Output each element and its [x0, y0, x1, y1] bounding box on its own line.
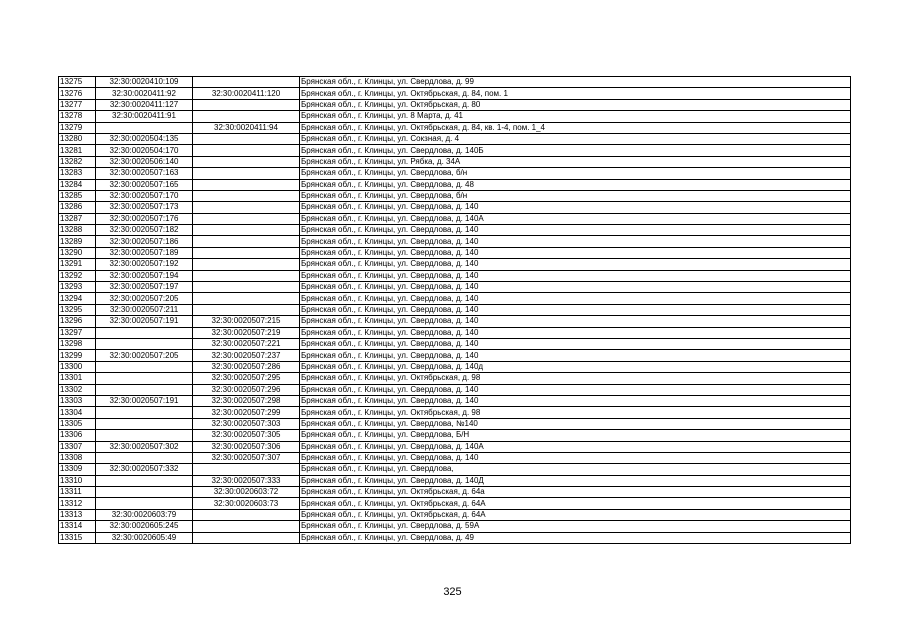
- registry-table-body: [59, 77, 851, 544]
- address-cell: Брянская обл., г. Клинцы, ул. Свердлова, Б/Н: [300, 430, 851, 441]
- page-number: 325: [443, 586, 462, 598]
- cadastral-number-cell: 32:30:0020507:211: [96, 304, 193, 315]
- cadastral-number-cell: 32:30:0020507:176: [96, 213, 193, 224]
- address-cell: Брянская обл., г. Клинцы, ул. Свердлова, д. 140А: [300, 213, 851, 224]
- related-cadastral-number-cell: 32:30:0020507:237: [193, 350, 300, 361]
- row-number-cell: 13284: [59, 179, 96, 190]
- address-cell: Брянская обл., г. Клинцы, ул. Свердлова, б/н: [300, 168, 851, 179]
- row-number-cell: 13288: [59, 225, 96, 236]
- cadastral-number-cell: 32:30:0020411:92: [96, 88, 193, 99]
- related-cadastral-number-cell: [193, 521, 300, 532]
- related-cadastral-number-cell: 32:30:0020603:73: [193, 498, 300, 509]
- row-number-cell: 13281: [59, 145, 96, 156]
- related-cadastral-number-cell: 32:30:0020507:305: [193, 430, 300, 441]
- table-row: [59, 395, 851, 406]
- cadastral-number-cell: [96, 327, 193, 338]
- row-number-cell: 13279: [59, 122, 96, 133]
- cadastral-number-cell: 32:30:0020504:135: [96, 133, 193, 144]
- related-cadastral-number-cell: [193, 236, 300, 247]
- table-row: [59, 384, 851, 395]
- row-number-cell: 13308: [59, 452, 96, 463]
- address-cell: Брянская обл., г. Клинцы, ул. Свердлова, д. 140: [300, 316, 851, 327]
- related-cadastral-number-cell: [193, 156, 300, 167]
- cadastral-number-cell: 32:30:0020507:173: [96, 202, 193, 213]
- address-cell: Брянская обл., г. Клинцы, ул. Свердлова, д. 48: [300, 179, 851, 190]
- related-cadastral-number-cell: 32:30:0020507:221: [193, 338, 300, 349]
- row-number-cell: 13283: [59, 168, 96, 179]
- cadastral-number-cell: 32:30:0020411:91: [96, 111, 193, 122]
- table-row: [59, 487, 851, 498]
- row-number-cell: 13304: [59, 407, 96, 418]
- address-cell: Брянская обл., г. Клинцы, ул. Свердлова, №140: [300, 418, 851, 429]
- cadastral-number-cell: 32:30:0020507:163: [96, 168, 193, 179]
- related-cadastral-number-cell: 32:30:0020603:72: [193, 487, 300, 498]
- table-row: [59, 521, 851, 532]
- row-number-cell: 13301: [59, 373, 96, 384]
- row-number-cell: 13298: [59, 338, 96, 349]
- cadastral-number-cell: 32:30:0020410:109: [96, 77, 193, 88]
- row-number-cell: 13299: [59, 350, 96, 361]
- related-cadastral-number-cell: 32:30:0020507:215: [193, 316, 300, 327]
- table-row: [59, 304, 851, 315]
- related-cadastral-number-cell: [193, 304, 300, 315]
- table-row: [59, 464, 851, 475]
- row-number-cell: 13285: [59, 190, 96, 201]
- table-row: [59, 213, 851, 224]
- address-cell: Брянская обл., г. Клинцы, ул. Октябрьская, д. 84, кв. 1-4, пом. 1_4: [300, 122, 851, 133]
- table-row: [59, 293, 851, 304]
- property-registry-table: [58, 76, 851, 544]
- related-cadastral-number-cell: [193, 247, 300, 258]
- address-cell: Брянская обл., г. Клинцы, ул. Свердлова, д. 59А: [300, 521, 851, 532]
- row-number-cell: 13280: [59, 133, 96, 144]
- table-row: [59, 407, 851, 418]
- related-cadastral-number-cell: [193, 133, 300, 144]
- cadastral-number-cell: [96, 452, 193, 463]
- row-number-cell: 13300: [59, 361, 96, 372]
- address-cell: Брянская обл., г. Клинцы, ул. Свердлова, д. 140: [300, 270, 851, 281]
- table-row: [59, 247, 851, 258]
- row-number-cell: 13313: [59, 509, 96, 520]
- cadastral-number-cell: 32:30:0020507:191: [96, 395, 193, 406]
- table-row: [59, 475, 851, 486]
- related-cadastral-number-cell: [193, 168, 300, 179]
- address-cell: Брянская обл., г. Клинцы, ул. Свердлова, д. 140: [300, 395, 851, 406]
- related-cadastral-number-cell: [193, 213, 300, 224]
- row-number-cell: 13297: [59, 327, 96, 338]
- table-row: [59, 418, 851, 429]
- address-cell: Брянская обл., г. Клинцы, ул. Свердлова, д. 140: [300, 452, 851, 463]
- row-number-cell: 13291: [59, 259, 96, 270]
- table-row: [59, 498, 851, 509]
- related-cadastral-number-cell: 32:30:0020411:120: [193, 88, 300, 99]
- table-row: [59, 88, 851, 99]
- address-cell: Брянская обл., г. Клинцы, ул. 8 Марта, д. 41: [300, 111, 851, 122]
- related-cadastral-number-cell: [193, 145, 300, 156]
- row-number-cell: 13276: [59, 88, 96, 99]
- cadastral-number-cell: [96, 418, 193, 429]
- cadastral-number-cell: 32:30:0020504:170: [96, 145, 193, 156]
- table-row: [59, 133, 851, 144]
- cadastral-number-cell: 32:30:0020507:189: [96, 247, 193, 258]
- table-row: [59, 509, 851, 520]
- related-cadastral-number-cell: [193, 77, 300, 88]
- table-row: [59, 373, 851, 384]
- cadastral-number-cell: 32:30:0020411:127: [96, 99, 193, 110]
- related-cadastral-number-cell: [193, 464, 300, 475]
- row-number-cell: 13307: [59, 441, 96, 452]
- cadastral-number-cell: 32:30:0020506:140: [96, 156, 193, 167]
- cadastral-number-cell: [96, 430, 193, 441]
- address-cell: Брянская обл., г. Клинцы, ул. Сокзная, д. 4: [300, 133, 851, 144]
- address-cell: Брянская обл., г. Клинцы, ул. Свердлова, д. 140Д: [300, 475, 851, 486]
- table-row: [59, 441, 851, 452]
- related-cadastral-number-cell: [193, 282, 300, 293]
- address-cell: Брянская обл., г. Клинцы, ул. Свердлова, д. 99: [300, 77, 851, 88]
- row-number-cell: 13278: [59, 111, 96, 122]
- row-number-cell: 13302: [59, 384, 96, 395]
- row-number-cell: 13277: [59, 99, 96, 110]
- address-cell: Брянская обл., г. Клинцы, ул. Свердлова, д. 140: [300, 327, 851, 338]
- cadastral-number-cell: 32:30:0020507:186: [96, 236, 193, 247]
- table-row: [59, 77, 851, 88]
- row-number-cell: 13293: [59, 282, 96, 293]
- table-row: [59, 225, 851, 236]
- row-number-cell: 13286: [59, 202, 96, 213]
- related-cadastral-number-cell: [193, 225, 300, 236]
- table-row: [59, 350, 851, 361]
- cadastral-number-cell: 32:30:0020507:205: [96, 293, 193, 304]
- related-cadastral-number-cell: [193, 259, 300, 270]
- table-row: [59, 202, 851, 213]
- cadastral-number-cell: 32:30:0020507:182: [96, 225, 193, 236]
- address-cell: Брянская обл., г. Клинцы, ул. Свердлова, д. 140: [300, 225, 851, 236]
- table-row: [59, 282, 851, 293]
- row-number-cell: 13296: [59, 316, 96, 327]
- cadastral-number-cell: [96, 487, 193, 498]
- table-row: [59, 270, 851, 281]
- row-number-cell: 13287: [59, 213, 96, 224]
- cadastral-number-cell: [96, 384, 193, 395]
- related-cadastral-number-cell: 32:30:0020507:296: [193, 384, 300, 395]
- table-row: [59, 338, 851, 349]
- row-number-cell: 13282: [59, 156, 96, 167]
- table-row: [59, 327, 851, 338]
- address-cell: Брянская обл., г. Клинцы, ул. Октябрьская, д. 64а: [300, 487, 851, 498]
- cadastral-number-cell: [96, 361, 193, 372]
- address-cell: Брянская обл., г. Клинцы, ул. Свердлова, д. 140: [300, 338, 851, 349]
- address-cell: Брянская обл., г. Клинцы, ул. Октябрьская, д. 84, пом. 1: [300, 88, 851, 99]
- address-cell: Брянская обл., г. Клинцы, ул. Октябрьская, д. 80: [300, 99, 851, 110]
- address-cell: Брянская обл., г. Клинцы, ул. Рябка, д. 34А: [300, 156, 851, 167]
- related-cadastral-number-cell: [193, 270, 300, 281]
- address-cell: Брянская обл., г. Клинцы, ул. Свердлова, д. 140: [300, 202, 851, 213]
- address-cell: Брянская обл., г. Клинцы, ул. Свердлова, д. 140А: [300, 441, 851, 452]
- cadastral-number-cell: 32:30:0020507:165: [96, 179, 193, 190]
- address-cell: Брянская обл., г. Клинцы, ул. Октябрьская, д. 64А: [300, 509, 851, 520]
- related-cadastral-number-cell: 32:30:0020507:298: [193, 395, 300, 406]
- row-number-cell: 13309: [59, 464, 96, 475]
- row-number-cell: 13275: [59, 77, 96, 88]
- row-number-cell: 13303: [59, 395, 96, 406]
- cadastral-number-cell: 32:30:0020507:332: [96, 464, 193, 475]
- address-cell: Брянская обл., г. Клинцы, ул. Свердлова, д. 140: [300, 293, 851, 304]
- related-cadastral-number-cell: [193, 190, 300, 201]
- cadastral-number-cell: 32:30:0020507:191: [96, 316, 193, 327]
- address-cell: Брянская обл., г. Клинцы, ул. Октябрьская, д. 98: [300, 373, 851, 384]
- table-row: [59, 236, 851, 247]
- cadastral-number-cell: [96, 407, 193, 418]
- row-number-cell: 13315: [59, 532, 96, 543]
- row-number-cell: 13289: [59, 236, 96, 247]
- related-cadastral-number-cell: [193, 111, 300, 122]
- related-cadastral-number-cell: 32:30:0020507:307: [193, 452, 300, 463]
- row-number-cell: 13312: [59, 498, 96, 509]
- cadastral-number-cell: 32:30:0020507:197: [96, 282, 193, 293]
- row-number-cell: 13292: [59, 270, 96, 281]
- table-row: [59, 190, 851, 201]
- address-cell: Брянская обл., г. Клинцы, ул. Свердлова, д. 140: [300, 236, 851, 247]
- related-cadastral-number-cell: 32:30:0020411:94: [193, 122, 300, 133]
- related-cadastral-number-cell: [193, 293, 300, 304]
- related-cadastral-number-cell: [193, 509, 300, 520]
- related-cadastral-number-cell: 32:30:0020507:303: [193, 418, 300, 429]
- cadastral-number-cell: [96, 498, 193, 509]
- related-cadastral-number-cell: 32:30:0020507:306: [193, 441, 300, 452]
- table-row: [59, 259, 851, 270]
- row-number-cell: 13306: [59, 430, 96, 441]
- address-cell: Брянская обл., г. Клинцы, ул. Октябрьская, д. 64А: [300, 498, 851, 509]
- row-number-cell: 13294: [59, 293, 96, 304]
- table-row: [59, 122, 851, 133]
- table-row: [59, 111, 851, 122]
- address-cell: Брянская обл., г. Клинцы, ул. Свердлова, д. 140: [300, 247, 851, 258]
- related-cadastral-number-cell: [193, 532, 300, 543]
- address-cell: Брянская обл., г. Клинцы, ул. Свердлова, д. 140: [300, 304, 851, 315]
- related-cadastral-number-cell: [193, 99, 300, 110]
- table-row: [59, 361, 851, 372]
- address-cell: Брянская обл., г. Клинцы, ул. Свердлова, б/н: [300, 190, 851, 201]
- row-number-cell: 13295: [59, 304, 96, 315]
- cadastral-number-cell: 32:30:0020507:194: [96, 270, 193, 281]
- cadastral-number-cell: 32:30:0020507:170: [96, 190, 193, 201]
- related-cadastral-number-cell: [193, 202, 300, 213]
- table-row: [59, 452, 851, 463]
- table-row: [59, 316, 851, 327]
- address-cell: Брянская обл., г. Клинцы, ул. Свердлова, д. 49: [300, 532, 851, 543]
- cadastral-number-cell: 32:30:0020605:245: [96, 521, 193, 532]
- row-number-cell: 13311: [59, 487, 96, 498]
- table-row: [59, 156, 851, 167]
- row-number-cell: 13290: [59, 247, 96, 258]
- table-row: [59, 532, 851, 543]
- address-cell: Брянская обл., г. Клинцы, ул. Свердлова, д. 140: [300, 259, 851, 270]
- cadastral-number-cell: 32:30:0020507:302: [96, 441, 193, 452]
- related-cadastral-number-cell: 32:30:0020507:295: [193, 373, 300, 384]
- address-cell: Брянская обл., г. Клинцы, ул. Свердлова, д. 140Б: [300, 145, 851, 156]
- row-number-cell: 13314: [59, 521, 96, 532]
- related-cadastral-number-cell: [193, 179, 300, 190]
- cadastral-number-cell: [96, 338, 193, 349]
- address-cell: Брянская обл., г. Клинцы, ул. Свердлова,: [300, 464, 851, 475]
- table-row: [59, 430, 851, 441]
- table-row: [59, 145, 851, 156]
- cadastral-number-cell: [96, 122, 193, 133]
- address-cell: Брянская обл., г. Клинцы, ул. Октябрьская, д. 98: [300, 407, 851, 418]
- related-cadastral-number-cell: 32:30:0020507:299: [193, 407, 300, 418]
- address-cell: Брянская обл., г. Клинцы, ул. Свердлова, д. 140: [300, 282, 851, 293]
- row-number-cell: 13305: [59, 418, 96, 429]
- related-cadastral-number-cell: 32:30:0020507:286: [193, 361, 300, 372]
- cadastral-number-cell: [96, 475, 193, 486]
- cadastral-number-cell: 32:30:0020507:205: [96, 350, 193, 361]
- related-cadastral-number-cell: 32:30:0020507:219: [193, 327, 300, 338]
- cadastral-number-cell: 32:30:0020507:192: [96, 259, 193, 270]
- cadastral-number-cell: 32:30:0020605:49: [96, 532, 193, 543]
- cadastral-number-cell: 32:30:0020603:79: [96, 509, 193, 520]
- cadastral-number-cell: [96, 373, 193, 384]
- address-cell: Брянская обл., г. Клинцы, ул. Свердлова, д. 140: [300, 384, 851, 395]
- row-number-cell: 13310: [59, 475, 96, 486]
- address-cell: Брянская обл., г. Клинцы, ул. Свердлова, д. 140д: [300, 361, 851, 372]
- address-cell: Брянская обл., г. Клинцы, ул. Свердлова, д. 140: [300, 350, 851, 361]
- related-cadastral-number-cell: 32:30:0020507:333: [193, 475, 300, 486]
- table-row: [59, 168, 851, 179]
- registry-sheet: [58, 76, 846, 544]
- table-row: [59, 179, 851, 190]
- table-row: [59, 99, 851, 110]
